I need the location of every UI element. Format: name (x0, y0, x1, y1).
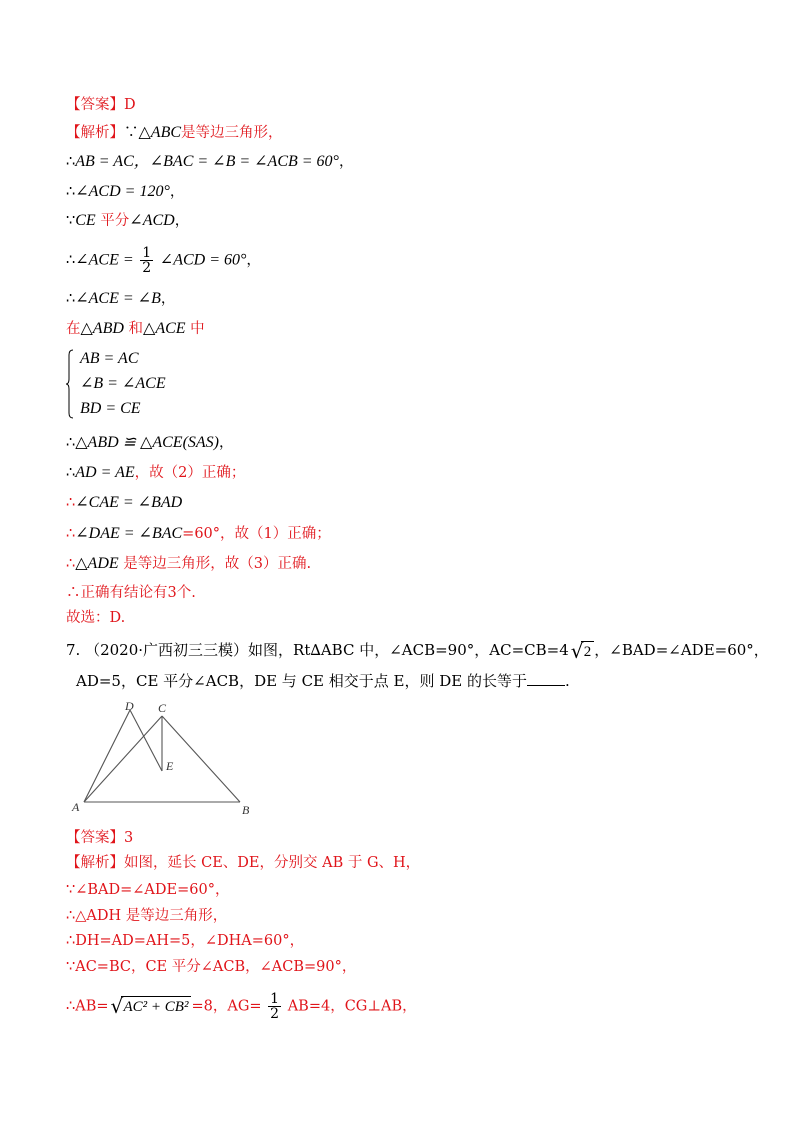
math-expr: CE (75, 212, 96, 229)
text-segment: 中 (190, 321, 205, 337)
fraction-numerator: 1 (270, 991, 280, 1007)
punct: ， (169, 184, 185, 200)
label-A: A (72, 800, 80, 814)
sqrt-expr: √ 2 (571, 641, 595, 662)
solution-line-3: ∴△ADH 是等边三角形， (66, 908, 228, 924)
math-expr: ∠DAE = ∠BAC (75, 525, 183, 542)
sqrt-expr: √ AC² + CB² (111, 996, 192, 1017)
question-text: AD=5，CE 平分∠ACB，DE 与 CE 相交于点 E，则 DE 的长等于 (76, 672, 528, 690)
segment-AD (84, 710, 130, 802)
proof-line-7 (66, 319, 205, 339)
geometry-figure (70, 698, 270, 816)
proof-line-12 (66, 554, 311, 574)
punct: ， (219, 435, 234, 451)
math-expr: ∠ACE = (75, 251, 134, 269)
text-segment: ，故（2）正确； (134, 465, 246, 481)
answer-tag: 【答案】 (66, 97, 124, 113)
text-segment: ∴AB= (66, 998, 109, 1015)
math-expr: △ABC (138, 124, 182, 141)
proof-line-14: 故选：D. (66, 610, 126, 626)
analysis-line-2 (66, 853, 420, 873)
proof-line-13: ∴正确有结论有3个. (66, 585, 196, 601)
system-eq-2: ∠B = ∠ACE (80, 375, 166, 392)
analysis-tag: 【解析】 (66, 125, 124, 141)
math-expr: AB = AC，∠BAC = ∠B = ∠ACB = 60° (75, 153, 339, 170)
figure-lines (84, 710, 240, 802)
answer-blank (527, 673, 565, 686)
fraction-denominator: 2 (270, 1006, 280, 1022)
text-segment: AB=4，CG⊥AB， (287, 998, 417, 1015)
label-B: B (242, 803, 250, 816)
solution-line-4: ∴DH=AD=AH=5，∠DHA=60°， (66, 933, 305, 949)
proof-line-9 (66, 463, 245, 483)
segment-CB (162, 716, 240, 802)
answer-tag: 【答案】 (66, 830, 124, 846)
system-brace (66, 349, 74, 419)
system-eq-1: AB = AC (80, 350, 139, 367)
punct: ， (338, 154, 354, 170)
sqrt-radicand: AC² + CB² (121, 996, 192, 1017)
fraction (268, 992, 281, 1021)
proof-line-6 (66, 289, 175, 309)
solution-line-2 (66, 880, 229, 900)
therefore-symbol: ∴ (66, 526, 76, 542)
segment-AC (84, 716, 162, 802)
math-expr: ∠CAE = ∠BAD (75, 494, 183, 511)
because-symbol: ∵ (66, 213, 76, 229)
punct: ， (174, 213, 190, 229)
therefore-symbol: ∴ (66, 184, 76, 200)
math-expr: ∠ACD (129, 212, 175, 229)
math-expr: △ADE (75, 555, 119, 572)
solution-line-6 (66, 992, 417, 1021)
question-text: ，∠BAD=∠ADE=60°， (594, 641, 769, 659)
question-7-line-2 (76, 671, 570, 691)
text-segment: =60°，故（1）正确； (182, 526, 331, 542)
math-expr: AD = AE (75, 464, 135, 481)
proof-line-11 (66, 524, 331, 544)
answer-line-1 (66, 95, 136, 115)
answer-line-2 (66, 828, 133, 848)
system-eq-3: BD = CE (80, 400, 141, 417)
text-segment: 在 (66, 321, 81, 337)
math-expr: ∠ACD = 60° (159, 251, 247, 269)
proof-line-5 (66, 246, 261, 275)
math-expr: △ABD (80, 320, 124, 337)
text-segment: ∠BAD=∠ADE=60°， (75, 882, 230, 898)
proof-line-8 (66, 433, 234, 453)
question-text: 7. （2020·广西初三三模）如图，Rt∆ABC 中，∠ACB=90°，AC=CB=4 (66, 641, 569, 659)
proof-line-4 (66, 211, 189, 231)
punct: ， (160, 291, 176, 307)
punct: ， (246, 252, 261, 269)
text-segment: 和 (128, 321, 144, 337)
therefore-symbol: ∴ (66, 154, 76, 170)
proof-line-10 (66, 493, 182, 513)
text-segment: 平分 (100, 213, 130, 229)
answer-value: D (124, 97, 136, 113)
therefore-symbol: ∴ (66, 252, 76, 269)
because-symbol: ∵ (124, 125, 139, 141)
fraction-denominator: 2 (142, 260, 152, 276)
text-segment: 是等边三角形，故（3）正确. (123, 556, 312, 572)
analysis-line-1 (66, 123, 283, 143)
punct: . (565, 672, 570, 690)
math-expr: ∠ACD = 120° (75, 183, 170, 200)
analysis-tag: 【解析】 (66, 855, 124, 871)
text-segment: =8，AG= (191, 998, 262, 1015)
math-expr: △ACE (143, 320, 186, 337)
solution-line-5: ∵AC=BC，CE 平分∠ACB，∠ACB=90°， (66, 959, 357, 975)
fraction-numerator: 1 (142, 245, 152, 261)
text-segment: 如图，延长 CE、DE，分别交 AB 于 G、H， (124, 855, 421, 871)
label-E: E (166, 759, 174, 773)
math-expr: △ABD ≌ △ACE(SAS) (75, 434, 219, 451)
therefore-symbol: ∴ (66, 435, 76, 451)
therefore-symbol: ∴ (66, 495, 76, 511)
therefore-symbol: ∴ (66, 556, 76, 572)
text-segment: 是等边三角形， (181, 125, 283, 141)
segment-DE (130, 710, 162, 771)
therefore-symbol: ∴ (66, 465, 76, 481)
label-C: C (158, 701, 167, 715)
proof-line-3 (66, 182, 184, 202)
because-symbol: ∵ (66, 882, 76, 898)
answer-value: 3 (124, 830, 134, 846)
math-expr: ∠ACE = ∠B (75, 290, 161, 307)
sqrt-radicand: 2 (581, 641, 595, 662)
question-7-line-1 (66, 640, 769, 662)
label-D: D (125, 699, 134, 713)
proof-line-2 (66, 152, 353, 172)
fraction (140, 246, 153, 275)
therefore-symbol: ∴ (66, 291, 76, 307)
